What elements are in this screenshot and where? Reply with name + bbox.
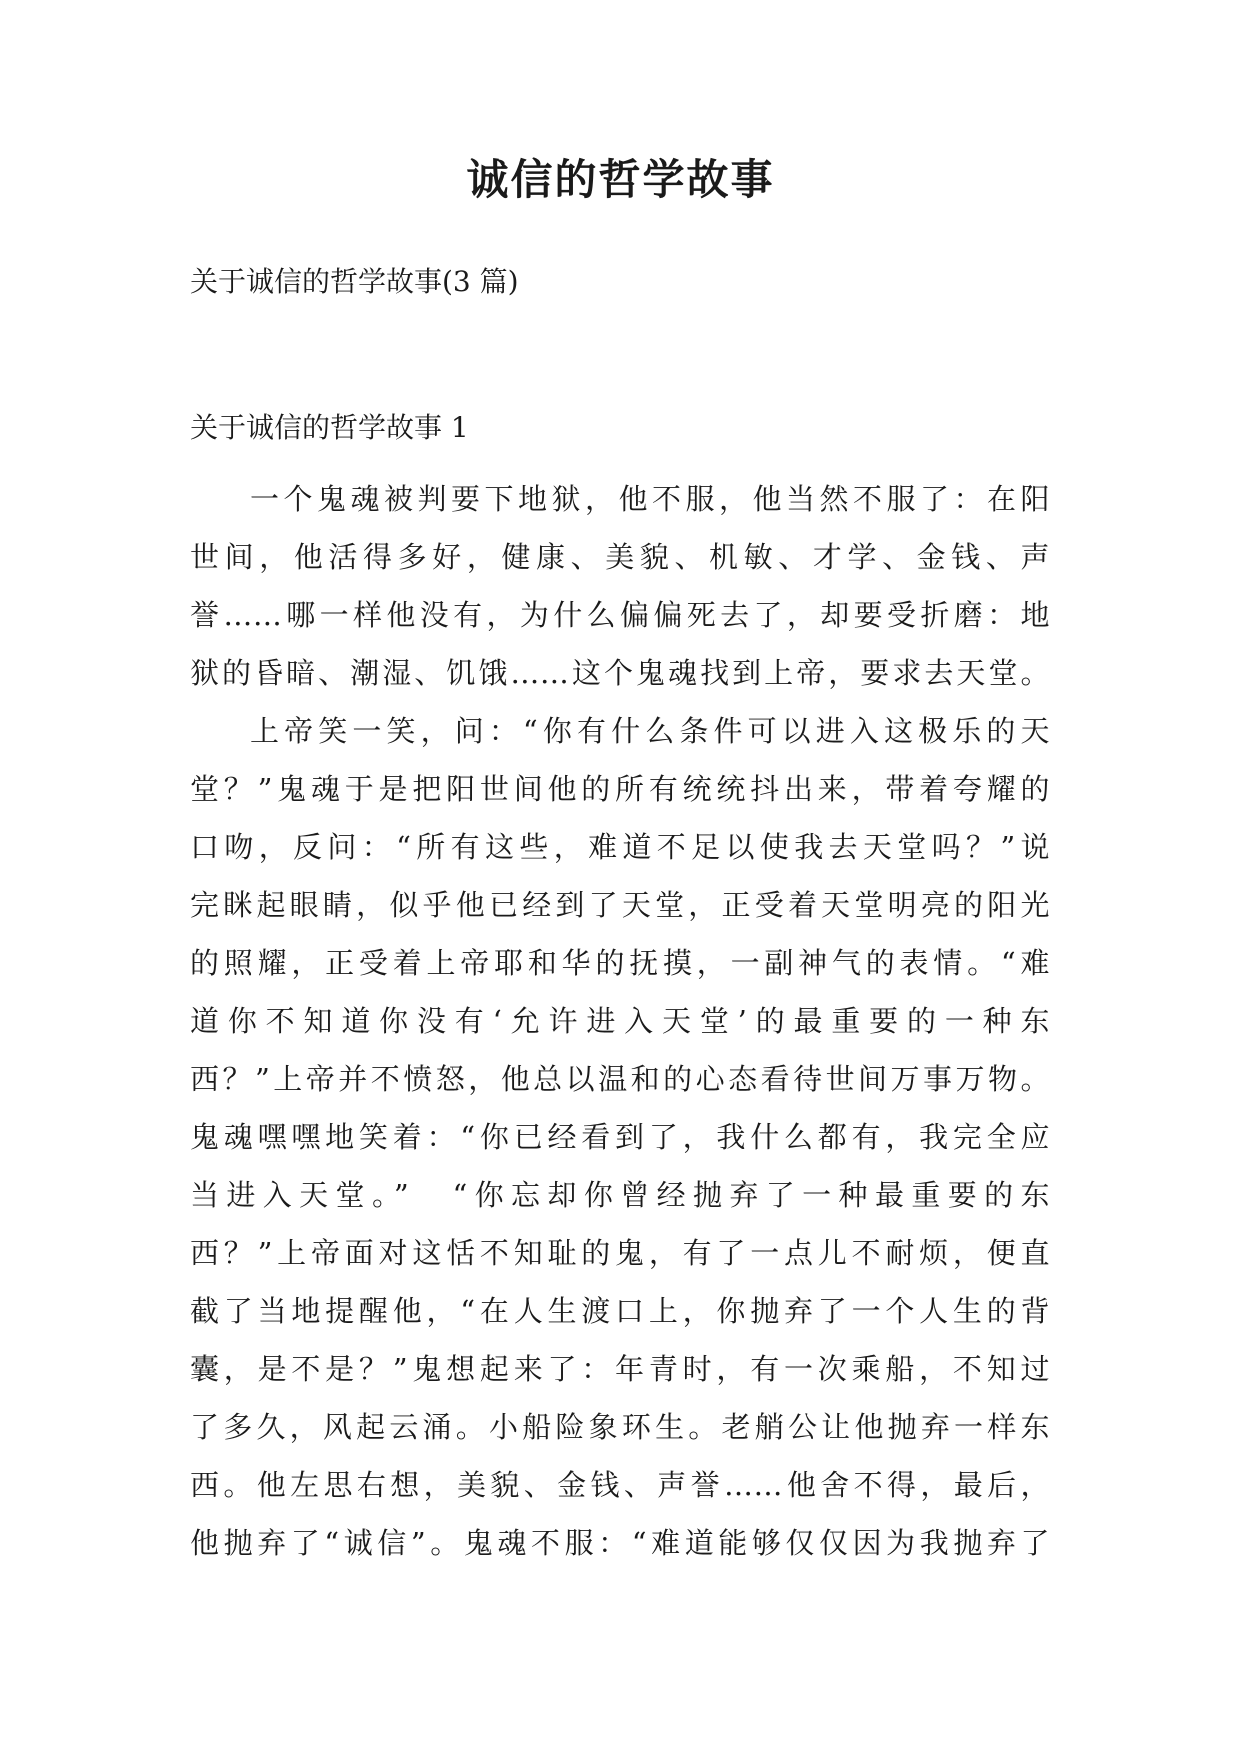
body-line: 堂？”鬼魂于是把阳世间他的所有统统抖出来，带着夸耀的 xyxy=(190,772,1050,806)
body-line: 誉……哪一样他没有，为什么偏偏死去了，却要受折磨：地 xyxy=(190,598,1050,632)
body-line: 狱的昏暗、潮湿、饥饿……这个鬼魂找到上帝，要求去天堂。 xyxy=(190,656,1050,690)
document-title: 诚信的哲学故事 xyxy=(466,155,775,204)
body-line: 一个鬼魂被判要下地狱，他不服，他当然不服了：在阳 xyxy=(250,482,1050,516)
body-line: 西？”上帝并不愤怒，他总以温和的心态看待世间万事万物。 xyxy=(190,1062,1050,1096)
body-line: 了多久，风起云涌。小船险象环生。老艄公让他抛弃一样东 xyxy=(190,1410,1050,1444)
body-line: 西？”上帝面对这恬不知耻的鬼，有了一点儿不耐烦，便直 xyxy=(190,1236,1050,1270)
body-line: 囊，是不是？”鬼想起来了：年青时，有一次乘船，不知过 xyxy=(190,1352,1050,1386)
body-line: 西。他左思右想，美貌、金钱、声誉……他舍不得，最后， xyxy=(190,1468,1050,1502)
document-subtitle: 关于诚信的哲学故事(3 篇) xyxy=(190,265,519,298)
body-line: 完眯起眼睛，似乎他已经到了天堂，正受着天堂明亮的阳光 xyxy=(190,888,1050,922)
story-body xyxy=(190,470,1050,1572)
body-line: 上帝笑一笑，问：“你有什么条件可以进入这极乐的天 xyxy=(250,714,1050,748)
body-line: 道你不知道你没有‘允许进入天堂’的最重要的一种东 xyxy=(190,1004,1051,1038)
body-line: 当进入天堂。” “你忘却你曾经抛弃了一种最重要的东 xyxy=(190,1178,1050,1212)
body-line: 鬼魂嘿嘿地笑着：“你已经看到了，我什么都有，我完全应 xyxy=(190,1120,1050,1154)
body-line: 截了当地提醒他，“在人生渡口上，你抛弃了一个人生的背 xyxy=(190,1294,1050,1328)
body-line: 的照耀，正受着上帝耶和华的抚摸，一副神气的表情。“难 xyxy=(190,946,1050,980)
section-heading: 关于诚信的哲学故事 1 xyxy=(190,411,469,444)
body-line: 他抛弃了“诚信”。鬼魂不服：“难道能够仅仅因为我抛弃了 xyxy=(190,1526,1050,1560)
body-line: 世间，他活得多好，健康、美貌、机敏、才学、金钱、声 xyxy=(190,540,1050,574)
body-line: 口吻，反问：“所有这些，难道不足以使我去天堂吗？”说 xyxy=(190,830,1050,864)
